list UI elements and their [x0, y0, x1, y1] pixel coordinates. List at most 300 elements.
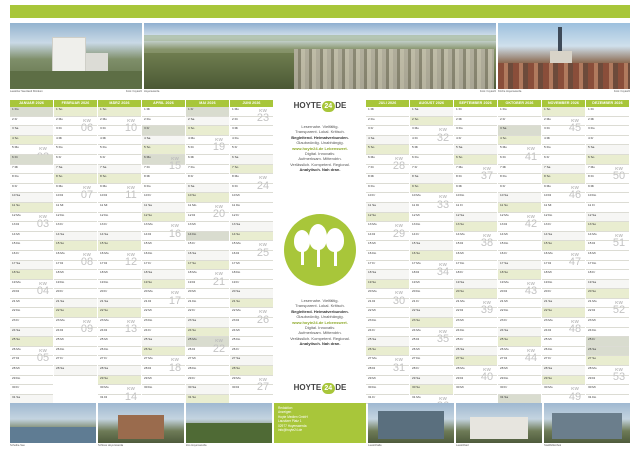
day-cell: 11 Fr	[586, 203, 629, 213]
day-cell: 24 Mi	[230, 328, 273, 338]
slogan-line: Digital. Innovativ.	[304, 151, 336, 157]
day-cell: 9 Sa	[186, 184, 229, 194]
day-cell: 7 Mo KW 37	[454, 165, 497, 175]
day-cell: 7 Mi	[498, 165, 541, 175]
brand-number: 24	[322, 383, 335, 394]
day-cell: 7 Sa	[542, 165, 585, 175]
day-cell: 9 Mo KW 07	[54, 184, 97, 194]
day-cell: 5 So	[366, 145, 409, 155]
photo-hall	[368, 403, 454, 443]
day-cell: 5 Sa	[454, 145, 497, 155]
day-cell: 21 Di	[142, 299, 185, 309]
day-cell: 6 Fr	[98, 155, 141, 165]
day-cell: 5 Di	[186, 145, 229, 155]
day-cell: 26 Fr	[230, 347, 273, 357]
day-cell: 22 Di	[586, 308, 629, 318]
day-cell: 17 Do	[586, 261, 629, 271]
day-cell: 26 So	[142, 347, 185, 357]
day-cell: 30 Mo KW 49	[542, 385, 585, 395]
day-cell: 28 Fr	[410, 366, 453, 376]
day-cell: 9 Mi	[454, 184, 497, 194]
day-cell: 31 Mo KW	[410, 395, 453, 405]
week-number: KW	[39, 146, 47, 152]
day-cell: 2 Mi	[454, 117, 497, 127]
day-cell: 17 Di	[542, 261, 585, 271]
day-cell: 21 Sa	[98, 299, 141, 309]
day-cell: 6 Di	[10, 155, 53, 165]
week-number: KW 39	[480, 299, 494, 317]
day-cell: 6 Do	[410, 155, 453, 165]
day-cell: 14 Sa	[54, 232, 97, 242]
day-cell: 30 Di	[230, 385, 273, 395]
day-cell: 30 Do	[366, 385, 409, 395]
day-cell: 27 Mo KW 18	[142, 356, 185, 366]
photo-pool	[456, 403, 542, 443]
day-cell: 13 Di	[498, 222, 541, 232]
day-cell: 3 Fr	[366, 126, 409, 136]
photo-church	[498, 23, 630, 89]
day-cell: 10 Fr	[142, 193, 185, 203]
day-cell: 14 Fr	[410, 232, 453, 242]
day-cell: 16 Mo KW 08	[54, 251, 97, 261]
day-cell: 25 Mi	[542, 337, 585, 347]
day-cell: 2 Mo KW 45	[542, 117, 585, 127]
day-cell: 23 Mo KW 09	[54, 318, 97, 328]
day-cell: 28 Di	[366, 366, 409, 376]
day-cell: 12 Sa	[586, 213, 629, 223]
day-cell: 9 Fr	[498, 184, 541, 194]
day-cell: 30 So	[410, 385, 453, 395]
day-cell: 21 Sa	[542, 299, 585, 309]
week-number: KW 14	[124, 386, 138, 403]
day-cell: 25 Di	[410, 337, 453, 347]
caption-top-right: Kirche Hoyerswerda	[498, 90, 522, 93]
week-number: KW 46	[568, 184, 582, 202]
day-cell: 6 Mo KW 15	[142, 155, 185, 165]
day-cell: 3 Do	[454, 126, 497, 136]
day-cell: 18 Fr	[586, 270, 629, 280]
day-cell: 22 Do	[10, 308, 53, 318]
month-header: DEZEMBER 2026	[586, 100, 629, 107]
day-cell: 13 Di	[10, 222, 53, 232]
day-cell: 30 Mi	[454, 385, 497, 395]
day-cell: 22 So	[98, 308, 141, 318]
month-column	[586, 100, 629, 399]
week-number: KW 41	[524, 146, 538, 163]
day-cell: 2 Mo KW 10	[98, 117, 141, 127]
day-cell: 29 Sa	[410, 376, 453, 386]
day-cell: 14 Di	[142, 232, 185, 242]
day-cell: 26 Mi	[410, 347, 453, 357]
week-number: KW 50	[612, 165, 626, 182]
day-cell: 12 Mo KW 42	[498, 213, 541, 223]
day-cell: 27 Fr	[542, 356, 585, 366]
caption-top-left: Lausitzer Seenland Klinikum	[10, 90, 43, 93]
day-cell: 22 Mi	[142, 308, 185, 318]
day-cell: 20 Do	[410, 289, 453, 299]
bottom-photo-caption: Zoo Hoyerswerda	[186, 444, 207, 447]
day-cell: 15 So	[54, 241, 97, 251]
day-cell: 29 Mi	[142, 376, 185, 386]
slogan-line: Transparent. Lokal. Kritisch.	[295, 129, 345, 135]
day-cell: 25 Do	[230, 337, 273, 347]
day-cell: 20 Di	[10, 289, 53, 299]
day-cell: 23 Sa	[186, 318, 229, 328]
month-header: JULI 2026	[366, 100, 409, 107]
day-cell: 9 Fr	[10, 184, 53, 194]
day-cell: 11 Do	[230, 203, 273, 213]
week-number: KW 27	[256, 376, 270, 394]
day-cell: 30 Fr	[10, 385, 53, 395]
day-cell: 22 Fr	[186, 308, 229, 318]
info-line: Anzeigen	[278, 410, 292, 415]
day-cell: 4 So	[498, 136, 541, 146]
day-cell: 18 Mo KW 21	[186, 270, 229, 280]
slogan-line: Analytisch. Nah dran.	[299, 341, 341, 347]
day-cell: 3 Sa	[498, 126, 541, 136]
day-cell: 9 So	[410, 184, 453, 194]
day-cell: 26 Di	[186, 347, 229, 357]
day-cell: 23 Fr	[498, 318, 541, 328]
day-cell: 27 Do	[410, 356, 453, 366]
month-header: AUGUST 2026	[410, 100, 453, 107]
day-cell: 5 Do	[98, 145, 141, 155]
day-cell: 15 Di	[454, 241, 497, 251]
day-cell: 11 So	[10, 203, 53, 213]
day-cell: 8 Mo KW 24	[230, 174, 273, 184]
week-number: KW 15	[168, 155, 182, 173]
week-number: KW 29	[392, 223, 406, 240]
day-cell: 4 Sa	[142, 136, 185, 146]
day-cell: 11 Mi	[98, 203, 141, 213]
day-cell: 12 Do	[54, 213, 97, 223]
day-cell: 17 Sa	[498, 261, 541, 271]
week-number: KW 53	[612, 367, 626, 384]
day-cell: 17 Do	[454, 261, 497, 271]
brand-suffix: DE	[335, 383, 347, 392]
month-header: APRIL 2026	[142, 100, 185, 107]
day-cell: 7 Di	[366, 165, 409, 175]
day-cell: 15 So	[542, 241, 585, 251]
day-cell: 31 So	[186, 395, 229, 405]
day-cell: 30 Fr	[498, 385, 541, 395]
slogan-line: Verlässlich. Kompetent. Regional.	[290, 161, 350, 167]
week-number: KW 32	[436, 127, 450, 144]
day-cell: 24 Do	[586, 328, 629, 338]
day-cell: 13 Fr	[542, 222, 585, 232]
day-cell: 24 Do	[454, 328, 497, 338]
day-cell: 20 Fr	[98, 289, 141, 299]
day-cell: 16 Mo KW 47	[542, 251, 585, 261]
day-cell: 6 Fr	[54, 155, 97, 165]
week-number: KW	[439, 395, 447, 401]
day-cell: 30 Sa	[186, 385, 229, 395]
month-header: NOVEMBER 2026	[542, 100, 585, 107]
day-cell: 18 Mi	[54, 270, 97, 280]
week-number: KW 20	[212, 203, 226, 221]
bottom-photo-caption: Schloss Hoyerswerda	[98, 444, 124, 447]
day-cell: 1 Mo KW 23	[230, 107, 273, 117]
credit-top-right: Foto: hoyte24	[614, 90, 630, 93]
day-cell: 2 Fr	[498, 117, 541, 127]
day-cell: 9 Mo KW 11	[98, 184, 141, 194]
day-cell: 2 Do	[142, 117, 185, 127]
day-cell: 14 Di	[366, 232, 409, 242]
day-cell: 19 Do	[54, 280, 97, 290]
day-cell: 13 Mo KW 16	[142, 222, 185, 232]
day-cell: 14 Do	[186, 232, 229, 242]
day-cell: 4 Mo KW 19	[186, 136, 229, 146]
day-cell: 27 Sa	[230, 356, 273, 366]
week-number: KW 45	[568, 117, 582, 134]
brand-number: 24	[322, 101, 335, 112]
day-cell: 2 So	[410, 117, 453, 127]
day-cell: 27 So	[586, 356, 629, 366]
day-cell: 4 Do	[230, 136, 273, 146]
day-cell: 28 Mo KW 53	[586, 366, 629, 376]
day-cell: 20 Fr	[54, 289, 97, 299]
day-cell: 21 So	[230, 299, 273, 309]
day-cell: 3 Do	[586, 126, 629, 136]
week-number: KW 19	[212, 136, 226, 154]
day-cell: 31 Do	[586, 395, 629, 405]
day-cell: 21 Mo KW 39	[454, 299, 497, 309]
day-cell: 18 So	[10, 270, 53, 280]
day-cell: 5 Do	[542, 145, 585, 155]
day-cell: 12 So	[366, 213, 409, 223]
day-cell: 15 Mi	[366, 241, 409, 251]
brand-logo-top	[290, 100, 350, 112]
day-cell: 3 So	[186, 126, 229, 136]
day-cell: 10 Do	[454, 193, 497, 203]
day-cell: 19 Mo KW 04	[10, 280, 53, 290]
day-cell: 16 Do	[366, 251, 409, 261]
day-cell: 14 So	[230, 232, 273, 242]
caption-top-middle: Hoyerswerda	[144, 90, 160, 93]
month-column	[454, 100, 497, 399]
day-cell: 10 Di	[54, 193, 97, 203]
day-cell: 28 Sa	[54, 366, 97, 376]
day-cell: 6 Fr	[542, 155, 585, 165]
day-cell: 3 Mo KW 32	[410, 126, 453, 136]
day-cell: 29 Do	[498, 376, 541, 386]
day-cell: 1 Di	[454, 107, 497, 117]
day-cell: 15 Mi	[142, 241, 185, 251]
month-column	[186, 100, 229, 399]
day-cell: 12 Do	[98, 213, 141, 223]
week-number: KW 13	[124, 319, 138, 336]
day-cell: 20 So	[586, 289, 629, 299]
slogan-line: Lesernahe. Vielfältig.	[301, 124, 339, 129]
day-cell: 26 Sa	[454, 347, 497, 357]
week-number: KW 18	[168, 357, 182, 374]
day-cell: 25 Mi	[98, 337, 141, 347]
day-cell: 1 Mi	[366, 107, 409, 117]
slogan-line: Aufmerksam. Mittendrin.	[298, 156, 342, 162]
day-cell: 6 So	[586, 155, 629, 165]
day-cell: 20 Mo KW 30	[366, 289, 409, 299]
week-number: KW 47	[568, 251, 582, 269]
day-cell: 23 Mo KW 13	[98, 318, 141, 328]
day-cell: 8 Di	[454, 174, 497, 184]
day-cell: 19 Mi	[410, 280, 453, 290]
day-cell: 3 Mi	[230, 126, 273, 136]
day-cell: 10 Mi	[230, 193, 273, 203]
day-cell: 8 So	[98, 174, 141, 184]
day-cell: 7 Do	[186, 165, 229, 175]
day-cell: 21 Di	[366, 299, 409, 309]
day-cell: 4 Mi	[54, 136, 97, 146]
day-cell: 12 Mo KW 03	[10, 213, 53, 223]
month-column	[10, 100, 53, 399]
day-cell: 28 Mi	[498, 366, 541, 376]
bottom-photo-caption: Scheibe-See	[10, 444, 25, 447]
day-cell: 16 Mo KW 12	[98, 251, 141, 261]
day-cell: 10 So	[186, 193, 229, 203]
brand-prefix: HOYTE	[293, 383, 322, 392]
day-cell: 28 Mi	[10, 366, 53, 376]
day-cell: 16 Sa	[186, 251, 229, 261]
day-cell: 29 Di	[454, 376, 497, 386]
day-cell: 13 Mo KW 29	[366, 222, 409, 232]
week-number: KW 23	[256, 108, 270, 125]
photo-zoo	[186, 403, 272, 443]
day-cell: 8 Do	[498, 174, 541, 184]
week-number: KW 49	[568, 386, 582, 403]
day-cell: 3 Di	[98, 126, 141, 136]
day-cell: 28 Sa	[542, 366, 585, 376]
info-line: Lausitzer Platz 1	[278, 419, 302, 424]
day-cell: 15 Do	[498, 241, 541, 251]
slogan-line: Digital. Innovativ.	[304, 325, 336, 331]
photo-hospital	[10, 23, 142, 89]
day-cell: 11 Fr	[454, 203, 497, 213]
day-cell: 9 Do	[366, 184, 409, 194]
slogan-line: Verlässlich. Kompetent. Regional.	[290, 335, 350, 341]
day-cell: 14 Sa	[98, 232, 141, 242]
slogan-line: Lesernahe. Vielfältig.	[301, 298, 339, 303]
day-cell: 8 Sa	[410, 174, 453, 184]
day-cell: 29 Fr	[186, 376, 229, 386]
day-cell: 28 Di	[142, 366, 185, 376]
day-cell: 2 Mi	[586, 117, 629, 127]
month-header: MÄRZ 2026	[98, 100, 141, 107]
day-cell: 12 Do	[542, 213, 585, 223]
day-cell: 17 Mi	[230, 261, 273, 271]
day-cell: 25 So	[498, 337, 541, 347]
day-cell: 7 So	[230, 165, 273, 175]
bottom-photo-caption: Lausitzbad	[456, 444, 469, 447]
day-cell: 18 Sa	[366, 270, 409, 280]
week-number: KW 34	[436, 261, 450, 278]
day-cell: 4 Fr	[586, 136, 629, 146]
month-header: FEBRUAR 2026	[54, 100, 97, 107]
day-cell: 10 Mo KW 33	[410, 193, 453, 203]
week-number: KW 51	[612, 232, 626, 250]
day-cell: 27 Di	[10, 356, 53, 366]
day-cell: 13 Mi	[186, 222, 229, 232]
day-cell: 23 So	[410, 318, 453, 328]
info-line: info@hoyte24.de	[278, 428, 303, 433]
day-cell: 4 Di	[410, 136, 453, 146]
month-column	[366, 100, 409, 399]
day-cell: 8 Mi	[366, 174, 409, 184]
day-cell: 3 Sa	[10, 126, 53, 136]
day-cell: 29 So	[542, 376, 585, 386]
month-header: OKTOBER 2026	[498, 100, 541, 107]
day-cell: 21 Sa	[54, 299, 97, 309]
day-cell: 13 So	[454, 222, 497, 232]
day-cell: 22 So	[542, 308, 585, 318]
day-cell: 20 So	[454, 289, 497, 299]
day-cell: 21 Mi	[498, 299, 541, 309]
day-cell: 26 So	[366, 347, 409, 357]
photo-castle	[98, 403, 184, 443]
day-cell: 4 Sa	[366, 136, 409, 146]
day-cell: 25 So	[10, 337, 53, 347]
day-cell: 1 So	[54, 107, 97, 117]
day-cell: 5 Mo KW	[10, 145, 53, 155]
day-cell: 29 So	[98, 376, 141, 386]
day-cell: 23 Mi	[454, 318, 497, 328]
day-cell: 8 Mi	[142, 174, 185, 184]
day-cell: 6 Mi	[186, 155, 229, 165]
week-number: KW 30	[392, 290, 406, 307]
day-cell: 19 So	[142, 280, 185, 290]
slogan-line: Glaubwürdig. Unabhängig.	[296, 140, 344, 146]
month-column	[142, 100, 185, 399]
day-cell: 11 Mi	[542, 203, 585, 213]
day-cell: 1 Do	[10, 107, 53, 117]
slogan-line: Analytisch. Nah dran.	[299, 167, 341, 173]
month-header: MAI 2026	[186, 100, 229, 107]
day-cell: 13 Fr	[54, 222, 97, 232]
day-cell: 3 Fr	[142, 126, 185, 136]
week-number: KW 31	[392, 357, 406, 374]
week-number: KW 33	[436, 194, 450, 211]
slogan-line: www.hoyte24.de Lebenswert.	[292, 145, 348, 151]
day-cell: 9 Do	[142, 184, 185, 194]
bottom-photo-caption: Lausitzhalle	[368, 444, 382, 447]
day-cell: 3 Di	[54, 126, 97, 136]
day-cell: 16 Mi	[586, 251, 629, 261]
day-cell: 18 Sa	[142, 270, 185, 280]
day-cell: 5 Mi	[410, 145, 453, 155]
day-cell: 17 Di	[98, 261, 141, 271]
day-cell: 16 Fr	[498, 251, 541, 261]
day-cell: 21 Mo KW 52	[586, 299, 629, 309]
day-cell: 22 Mi	[366, 308, 409, 318]
month-header: SEPTEMBER 2026	[454, 100, 497, 107]
day-cell: 20 Di	[498, 289, 541, 299]
day-cell: 31 Di	[98, 395, 141, 405]
day-cell: 8 Do	[10, 174, 53, 184]
day-cell: 11 Mi	[54, 203, 97, 213]
day-cell: 13 So	[586, 222, 629, 232]
day-cell: 28 Sa	[98, 366, 141, 376]
day-cell: 16 Fr	[10, 251, 53, 261]
day-cell: 3 Di	[542, 126, 585, 136]
day-cell: 26 Mo KW 05	[10, 347, 53, 357]
day-cell: 16 So	[410, 251, 453, 261]
day-cell: 17 Fr	[142, 261, 185, 271]
day-cell: 27 Fr	[98, 356, 141, 366]
day-cell: 1 Do	[498, 107, 541, 117]
day-cell: 17 Fr	[366, 261, 409, 271]
week-number: KW 08	[80, 251, 94, 269]
brand-prefix: HOYTE	[293, 101, 322, 110]
day-cell: 23 Do	[366, 318, 409, 328]
